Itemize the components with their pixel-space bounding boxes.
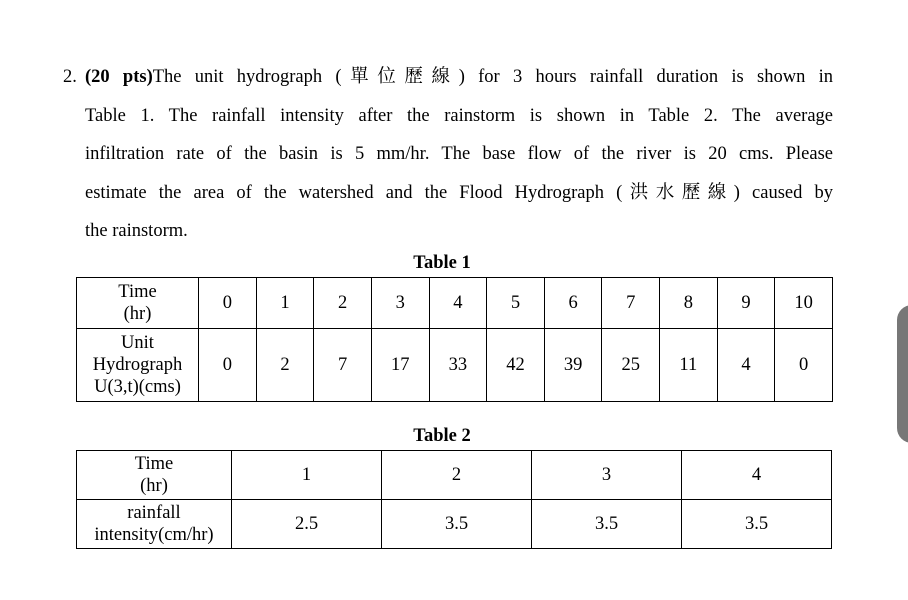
- table-cell: 4: [682, 451, 832, 500]
- table-unit-hydrograph: [76, 277, 833, 402]
- table-cell: 10: [775, 278, 833, 329]
- problem-number: 2.: [63, 67, 77, 87]
- table-cell: 3.5: [382, 500, 532, 549]
- table-cell: 1: [256, 278, 314, 329]
- table-cell: 0: [199, 278, 257, 329]
- table-cell: 0: [199, 329, 257, 402]
- table2-time-header: [77, 451, 232, 500]
- header-line: Time: [118, 282, 157, 302]
- table2-caption: Table 2: [413, 426, 471, 446]
- table-cell: 3.5: [532, 500, 682, 549]
- table-cell: 42: [487, 329, 545, 402]
- table-rainfall-intensity: [76, 450, 832, 549]
- problem-statement: [63, 58, 833, 251]
- table-cell: 11: [660, 329, 718, 402]
- table1-time-header: [77, 278, 199, 329]
- table-cell: 2: [382, 451, 532, 500]
- table-cell: 17: [371, 329, 429, 402]
- problem-line-2: Table 1. The rainfall intensity after the rainstorm is shown in Table 2. The average: [85, 105, 833, 126]
- table1-time-row: [77, 278, 833, 329]
- problem-line-3: infiltration rate of the basin is 5 mm/hr. The base flow of the river is 20 cms. Please: [85, 144, 833, 164]
- table-cell: 6: [544, 278, 602, 329]
- side-scroll-tab[interactable]: [897, 305, 908, 443]
- header-line: U(3,t)(cms): [94, 377, 181, 397]
- table-cell: 2: [314, 278, 372, 329]
- table-cell: 8: [660, 278, 718, 329]
- table-cell: 9: [717, 278, 775, 329]
- header-line: Unit: [121, 333, 154, 353]
- problem-line-1: [63, 58, 833, 97]
- table1-caption: Table 1: [413, 253, 471, 273]
- table-cell: 0: [775, 329, 833, 402]
- table-cell: 4: [717, 329, 775, 402]
- table2-intensity-header: [77, 500, 232, 549]
- table-cell: 7: [314, 329, 372, 402]
- table-cell: 25: [602, 329, 660, 402]
- table-cell: 3.5: [682, 500, 832, 549]
- problem-text-1: The unit hydrograph (單位歷線) for 3 hours rainfall duration is shown in: [152, 67, 833, 87]
- table1-uh-header: [77, 329, 199, 402]
- table-cell: 5: [487, 278, 545, 329]
- table-cell: 2: [256, 329, 314, 402]
- table-cell: 2.5: [232, 500, 382, 549]
- table-cell: 3: [532, 451, 682, 500]
- problem-line-4: estimate the area of the watershed and the Flood Hydrograph (洪水歷線) caused by: [85, 182, 833, 203]
- table-cell: 3: [371, 278, 429, 329]
- header-line: rainfall: [127, 503, 181, 523]
- header-line: (hr): [140, 476, 168, 496]
- header-line: (hr): [123, 304, 152, 324]
- header-line: Time: [134, 454, 174, 474]
- table-cell: 4: [429, 278, 487, 329]
- table-cell: 33: [429, 329, 487, 402]
- table-cell: 39: [544, 329, 602, 402]
- table-cell: 1: [232, 451, 382, 500]
- table2-time-row: [77, 451, 832, 500]
- problem-points: (20 pts): [85, 67, 153, 87]
- problem-line-5: the rainstorm.: [85, 221, 188, 241]
- table2-intensity-row: [77, 500, 832, 549]
- table1-uh-row: [77, 329, 833, 402]
- table-cell: 7: [602, 278, 660, 329]
- header-line: intensity(cm/hr): [94, 525, 214, 545]
- header-line: Hydrograph: [92, 355, 183, 375]
